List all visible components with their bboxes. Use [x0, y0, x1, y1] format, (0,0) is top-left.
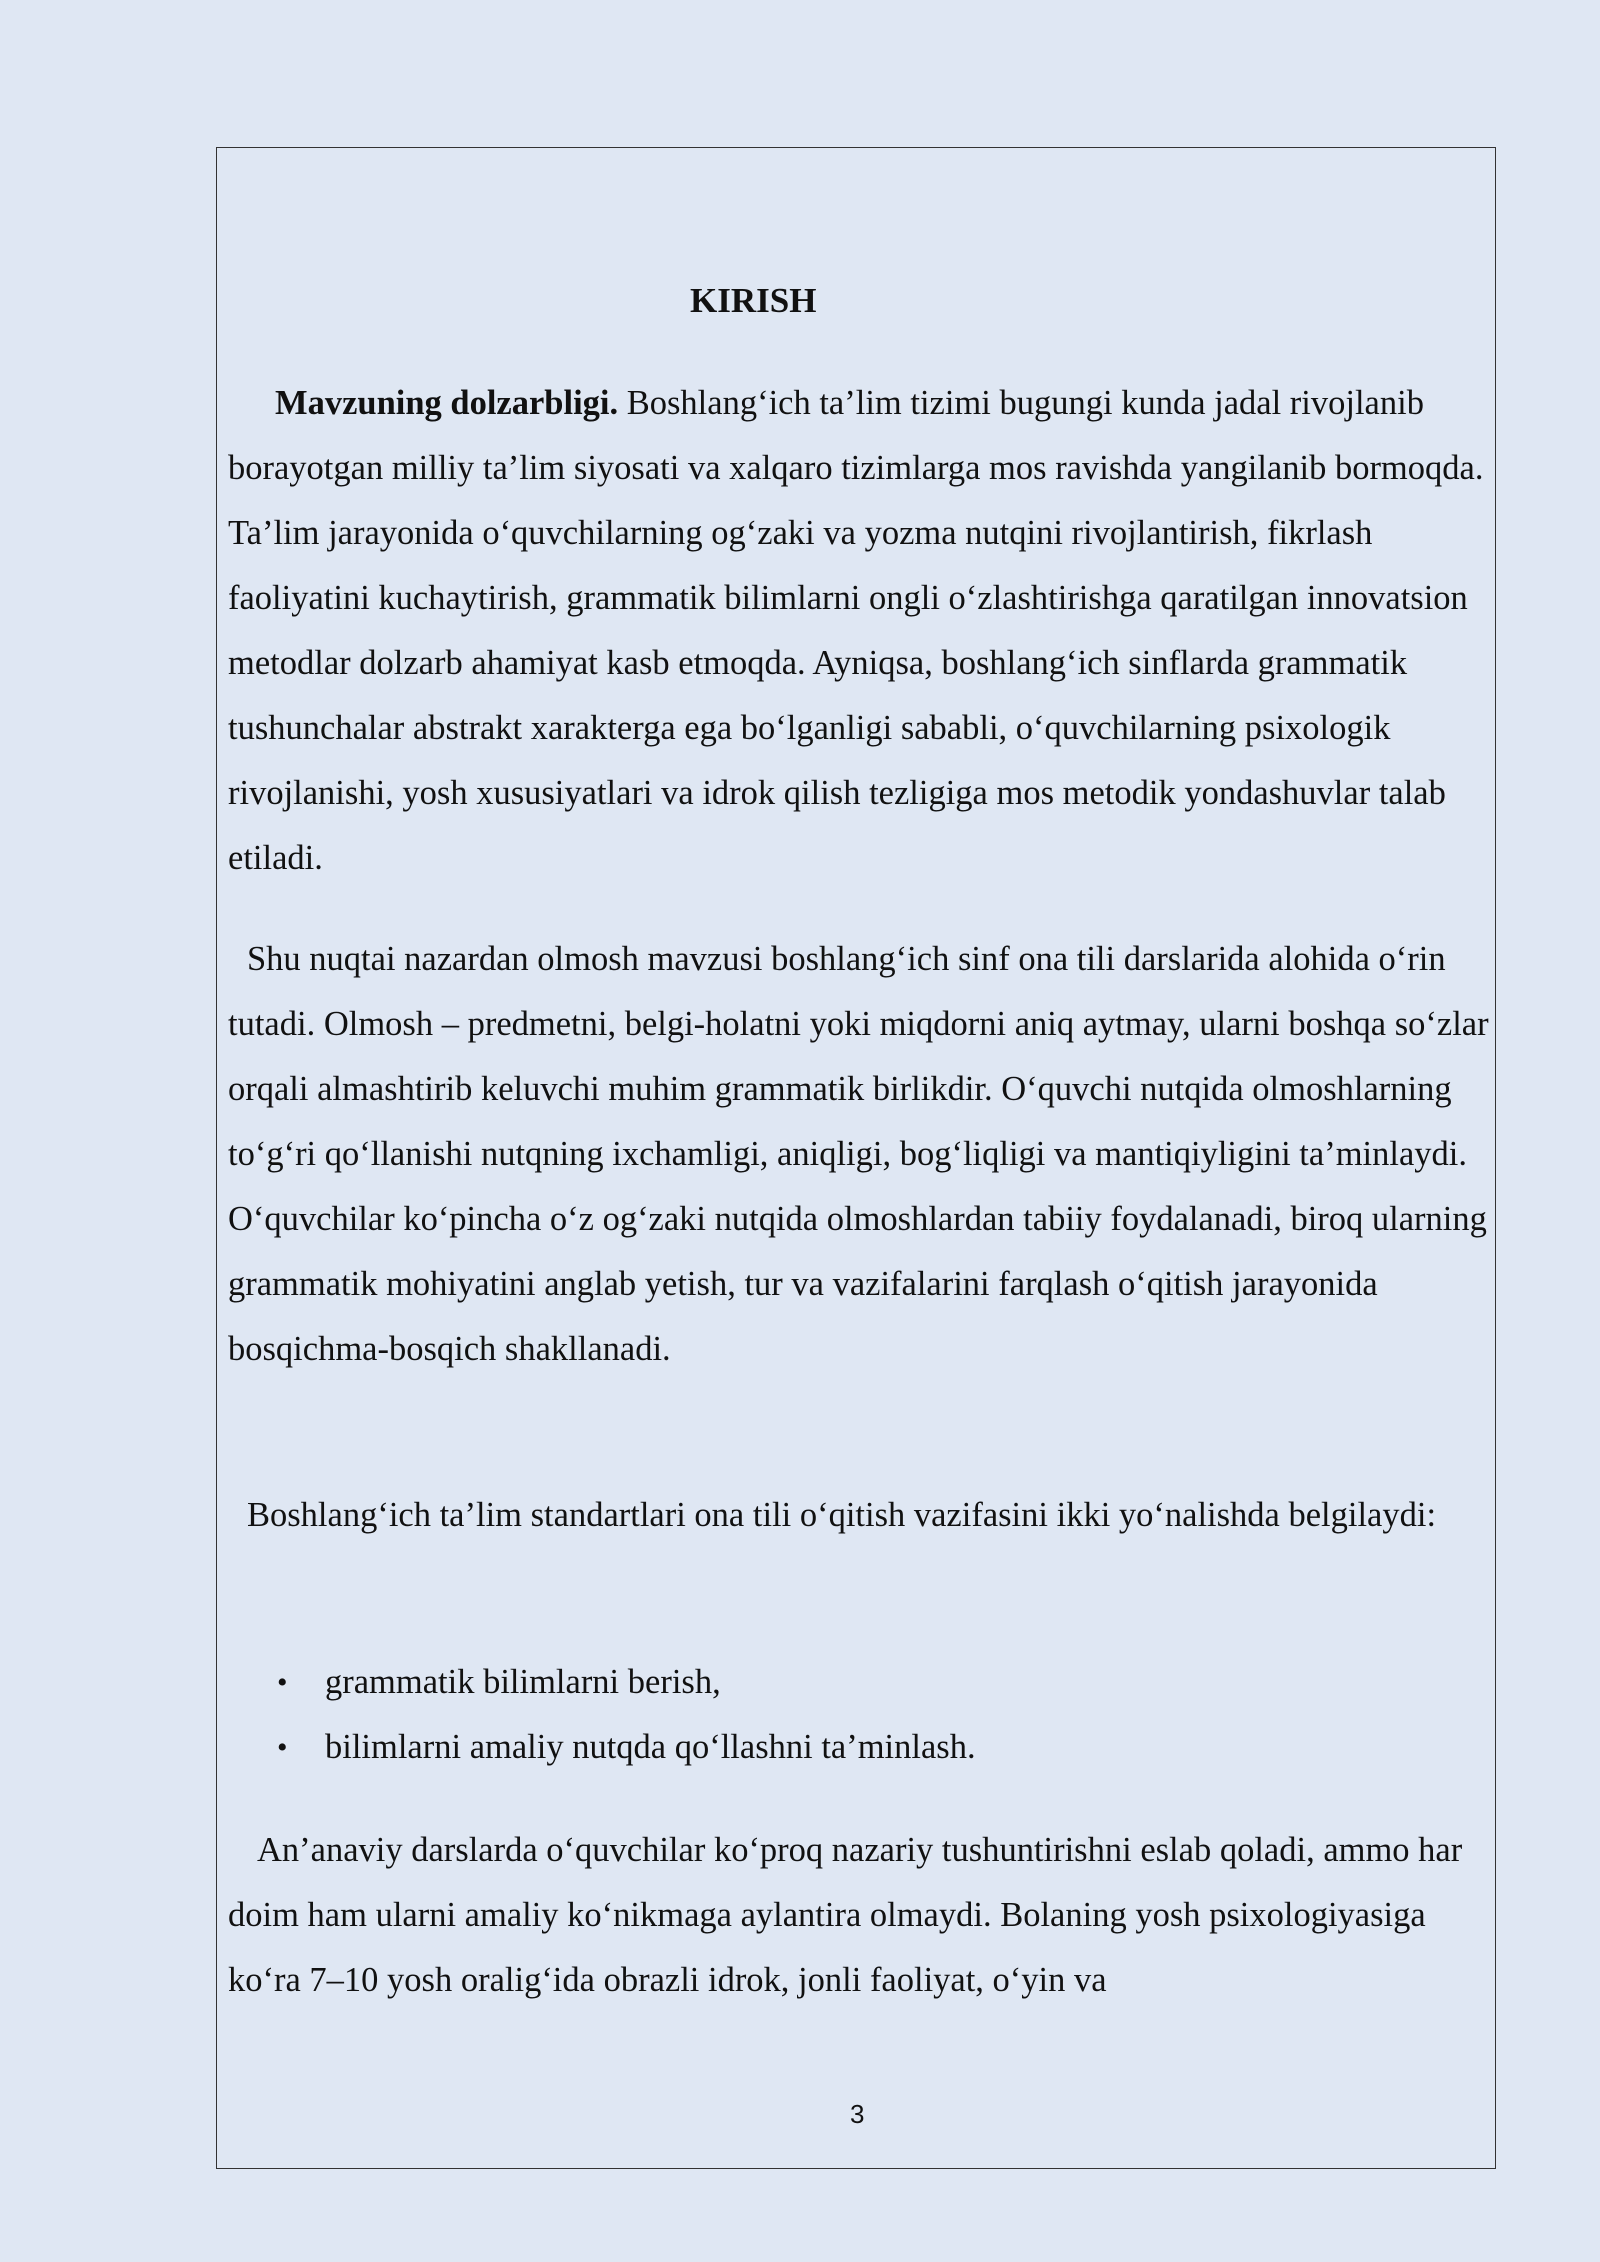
paragraph-text: Boshlang‘ich ta’lim standartlari ona tili o‘qitish vazifasini ikki yo‘nalishda belgilaydi:: [247, 1496, 1437, 1534]
paragraph-relevance: [228, 371, 1490, 891]
page-number: 3: [850, 2099, 865, 2129]
paragraph-text: Boshlang‘ich ta’lim tizimi bugungi kunda jadal rivojlanib borayotgan milliy ta’lim siyosati va xalqaro tizimlarga mos ravishda yangilanib bormoqda. Ta’lim jarayonida o‘quvchilarning og‘zaki va yozma nutqini rivojlantirish, fikrlash faoliyatini kuchaytirish, grammatik bilimlarni ongli o‘zlashtirishga qaratilgan innovatsion metodlar dolzarb ahamiyat kasb etmoqda. Ayniqsa, boshlang‘ich sinflarda grammatik tushunchalar abstrakt xarakterga ega bo‘lganligi sababli, o‘quvchilarning psixologik rivojlanishi, yosh xususiyatlari va idrok qilish tezligiga mos metodik yondashuvlar talab etiladi.: [228, 384, 1484, 877]
page-title: KIRISH: [690, 281, 817, 320]
bullet-icon: •: [277, 1731, 288, 1764]
paragraph-pronoun-topic: [228, 927, 1490, 1382]
list-item: • grammatik bilimlarni berish,: [275, 1650, 976, 1715]
paragraph-traditional-lessons: [228, 1818, 1490, 2013]
paragraph-text: An’anaviy darslarda o‘quvchilar ko‘proq nazariy tushuntirishni eslab qoladi, ammo har doim ham ularni amaliy ko‘nikmaga aylantira olmaydi. Bolaning yosh psixologiyasiga ko‘ra 7–10 yosh oralig‘ida obrazli idrok, jonli faoliyat, o‘yin va: [228, 1831, 1463, 1999]
bullet-icon: •: [277, 1666, 288, 1699]
paragraph-lead: Mavzuning dolzarbligi.: [275, 384, 619, 422]
paragraph-standards: [228, 1483, 1490, 1548]
paragraph-text: Shu nuqtai nazardan olmosh mavzusi boshlang‘ich sinf ona tili darslarida alohida o‘rin tutadi. Olmosh – predmetni, belgi-holatni yoki miqdorni aniq aytmay, ularni boshqa so‘zlar orqali almashtirib keluvchi muhim grammatik birlikdir. O‘quvchi nutqida olmoshlarning to‘g‘ri qo‘llanishi nutqning ixchamligi, aniqligi, bog‘liqligi va mantiqiyligini ta’minlaydi. O‘quvchilar ko‘pincha o‘z og‘zaki nutqida olmoshlardan tabiiy foydalanadi, biroq ularning grammatik mohiyatini anglab yetish, tur va vazifalarini farqlash o‘qitish jarayonida bosqichma-bosqich shakllanadi.: [228, 940, 1489, 1368]
bullet-list: [275, 1650, 976, 1780]
list-item: • bilimlarni amaliy nutqda qo‘llashni ta’minlash.: [275, 1715, 976, 1780]
